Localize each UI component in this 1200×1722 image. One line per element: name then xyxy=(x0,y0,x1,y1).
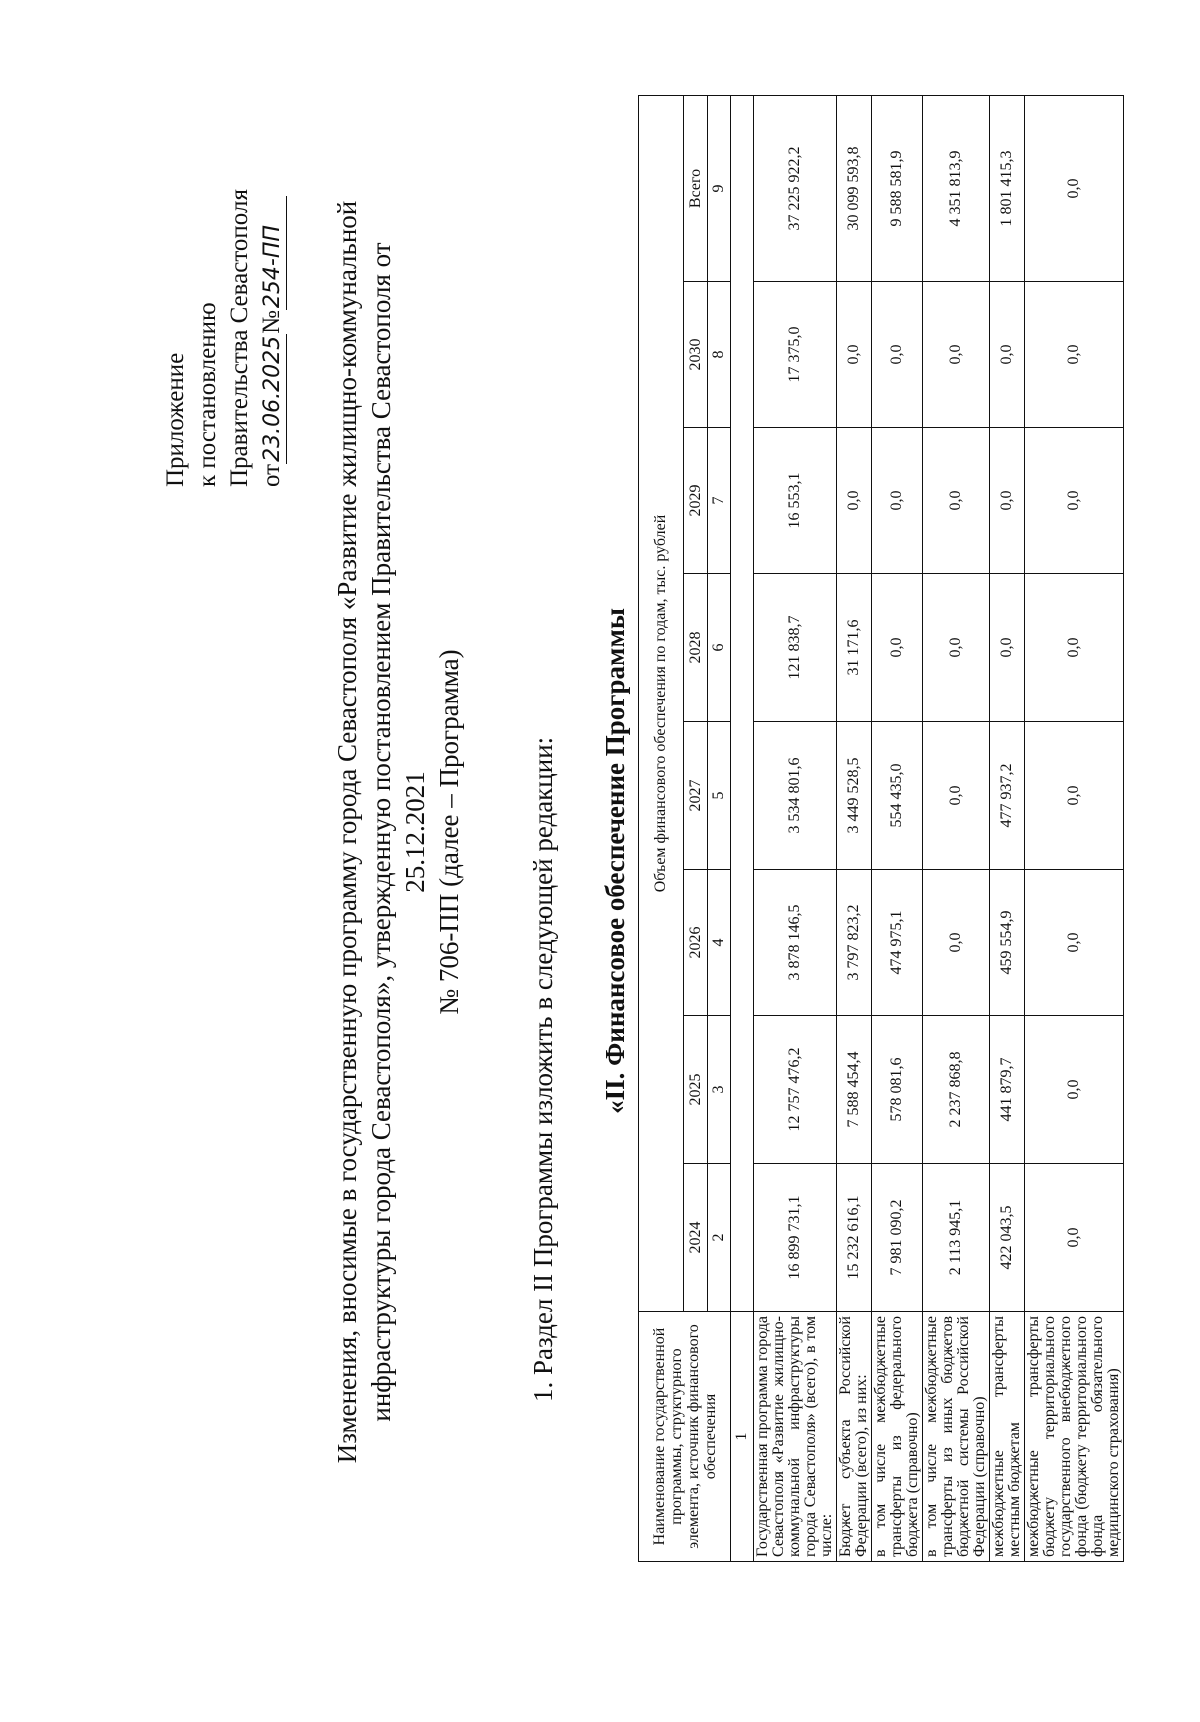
year-header-1: 2024 xyxy=(684,1164,708,1312)
row-name: в том числе межбюджетные трансферты из федерального бюджета (справочно) xyxy=(872,1312,923,1562)
row-value: 0,0 xyxy=(923,282,990,428)
row-value: 0,0 xyxy=(923,870,990,1016)
approval-date-line xyxy=(256,67,288,487)
year-header-8: Всего xyxy=(684,95,708,281)
row-value: 0,0 xyxy=(1025,722,1124,870)
row-value: 0,0 xyxy=(872,574,923,722)
column-number-3: 3 xyxy=(708,1016,731,1164)
row-value: 15 232 616,1 xyxy=(837,1164,872,1312)
row-value: 7 588 454,4 xyxy=(837,1016,872,1164)
table-row xyxy=(754,95,837,1561)
column-number-9: 9 xyxy=(708,95,731,281)
row-value: 422 043,5 xyxy=(990,1164,1025,1312)
row-value: 0,0 xyxy=(1025,870,1124,1016)
column-number-4: 4 xyxy=(708,870,731,1016)
row-name: Государственная программа города Севастополя «Развитие жилищно-коммунальной инфраструктуры города Севастополя» (всего), в том числе: xyxy=(754,1312,837,1562)
title-line-2: инфраструктуры города Севастополя», утвержденную постановлением Правительства Севастополя от 25.12.2021 xyxy=(366,242,430,1422)
row-value: 31 171,6 xyxy=(837,574,872,722)
row-value: 459 554,9 xyxy=(990,870,1025,1016)
approval-line-3: Правительства Севастополя xyxy=(226,189,253,487)
handwritten-date: 23.06.2025 xyxy=(260,335,285,462)
row-value: 2 113 945,1 xyxy=(923,1164,990,1312)
row-value: 0,0 xyxy=(990,574,1025,722)
number-sign: № xyxy=(258,310,285,334)
table-row xyxy=(923,95,990,1561)
row-value: 477 937,2 xyxy=(990,722,1025,870)
document-title xyxy=(330,192,466,1472)
column-number-5: 5 xyxy=(708,722,731,870)
row-value: 9 588 581,9 xyxy=(872,95,923,281)
approval-block xyxy=(160,67,288,487)
row-value: 0,0 xyxy=(1025,1164,1124,1312)
name-column-header: Наименование государственной программы, структурного элемента, источник финансового обеспечения xyxy=(639,1312,731,1562)
row-value: 4 351 813,9 xyxy=(923,95,990,281)
column-number-6: 6 xyxy=(708,574,731,722)
year-header-3: 2026 xyxy=(684,870,708,1016)
row-value: 441 879,7 xyxy=(990,1016,1025,1164)
row-value: 16 899 731,1 xyxy=(754,1164,837,1312)
title-line-3: № 706-ПП (далее – Программа) xyxy=(434,649,464,1015)
column-number-8: 8 xyxy=(708,282,731,428)
row-value: 12 757 476,2 xyxy=(754,1016,837,1164)
row-value: 3 797 823,2 xyxy=(837,870,872,1016)
row-value: 0,0 xyxy=(923,428,990,574)
row-value: 0,0 xyxy=(990,282,1025,428)
header-spacer xyxy=(731,95,754,1311)
section-title: «II. Финансовое обеспечение Программы xyxy=(600,608,630,1114)
table-row xyxy=(990,95,1025,1561)
column-number-2: 2 xyxy=(708,1164,731,1312)
year-header-6: 2029 xyxy=(684,428,708,574)
row-value: 7 981 090,2 xyxy=(872,1164,923,1312)
row-value: 0,0 xyxy=(990,428,1025,574)
column-number-7: 7 xyxy=(708,428,731,574)
table-row xyxy=(837,95,872,1561)
year-header-2: 2025 xyxy=(684,1016,708,1164)
table-row xyxy=(872,95,923,1561)
year-header-5: 2028 xyxy=(684,574,708,722)
row-value: 2 237 868,8 xyxy=(923,1016,990,1164)
row-value: 0,0 xyxy=(1025,574,1124,722)
row-value: 578 081,6 xyxy=(872,1016,923,1164)
approval-line-1: Приложение xyxy=(162,352,189,487)
row-value: 0,0 xyxy=(1025,428,1124,574)
row-value: 3 534 801,6 xyxy=(754,722,837,870)
row-value: 0,0 xyxy=(872,428,923,574)
row-value: 0,0 xyxy=(1025,1016,1124,1164)
row-value: 16 553,1 xyxy=(754,428,837,574)
approval-line-2: к постановлению xyxy=(194,302,221,487)
row-value: 554 435,0 xyxy=(872,722,923,870)
row-value: 17 375,0 xyxy=(754,282,837,428)
row-value: 0,0 xyxy=(1025,282,1124,428)
table-row xyxy=(1025,95,1124,1561)
title-line-1: Изменения, вносимые в государственную программу города Севастополя «Развитие жилищно-коммунальной xyxy=(332,200,362,1464)
row-value: 0,0 xyxy=(923,722,990,870)
row-value: 0,0 xyxy=(872,282,923,428)
row-name: межбюджетные трансферты бюджету территориального государственного внебюджетного фонда (бюджету территориального фонда обязательного медицинского страхования) xyxy=(1025,1312,1124,1562)
column-number-label: 1 xyxy=(731,1312,754,1562)
row-value: 0,0 xyxy=(923,574,990,722)
year-header-4: 2027 xyxy=(684,722,708,870)
row-value: 30 099 593,8 xyxy=(837,95,872,281)
handwritten-number: 254-ПП xyxy=(260,196,287,310)
amendment-paragraph: 1. Раздел II Программы изложить в следующей редакции: xyxy=(528,736,558,1402)
row-value: 0,0 xyxy=(837,282,872,428)
year-header-7: 2030 xyxy=(684,282,708,428)
row-value: 474 975,1 xyxy=(872,870,923,1016)
row-name: Бюджет субъекта Российской Федерации (всего), из них: xyxy=(837,1312,872,1562)
row-value: 0,0 xyxy=(1025,95,1124,281)
row-value: 3 878 146,5 xyxy=(754,870,837,1016)
financing-table xyxy=(638,95,1124,1562)
row-name: межбюджетные трансферты местным бюджетам xyxy=(990,1312,1025,1562)
from-prefix: от xyxy=(258,463,285,487)
row-value: 3 449 528,5 xyxy=(837,722,872,870)
row-name: в том числе межбюджетные трансферты из иных бюджетов бюджетной системы Российской Федерации (справочно) xyxy=(923,1312,990,1562)
row-value: 0,0 xyxy=(837,428,872,574)
row-value: 121 838,7 xyxy=(754,574,837,722)
row-value: 1 801 415,3 xyxy=(990,95,1025,281)
volume-header: Объем финансового обеспечения по годам, тыс. рублей xyxy=(639,95,684,1311)
row-value: 37 225 922,2 xyxy=(754,95,837,281)
